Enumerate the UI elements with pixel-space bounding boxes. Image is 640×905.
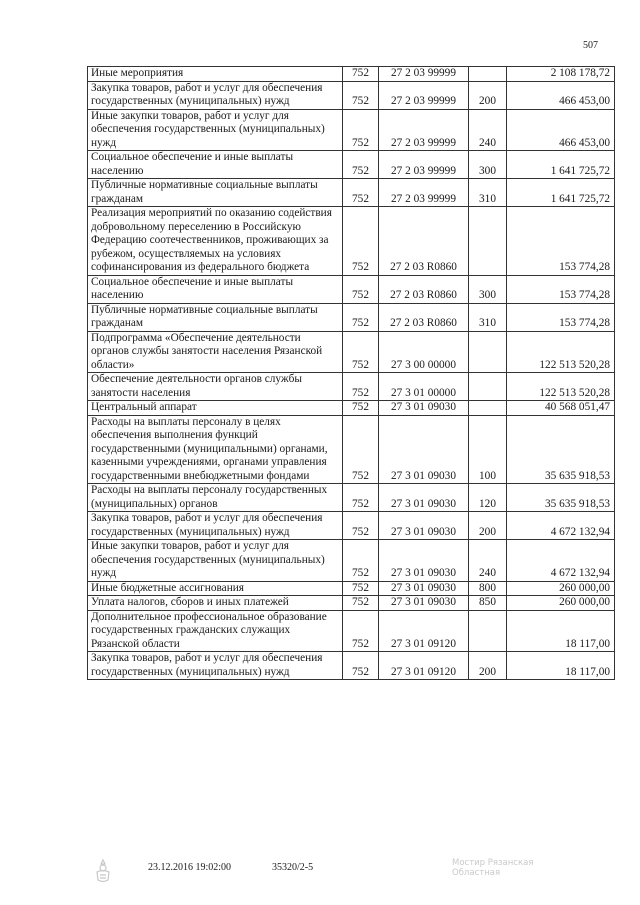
table-row (88, 484, 615, 512)
table-row (88, 540, 615, 582)
table-row (88, 401, 615, 416)
cell-csr: 27 3 01 09030 (379, 581, 469, 596)
cell-gr: 752 (343, 540, 379, 582)
table-row (88, 67, 615, 82)
cell-csr: 27 3 01 09030 (379, 512, 469, 540)
cell-name: Подпрограмма «Обеспечение деятельности органов службы занятости населения Рязанской области» (88, 331, 343, 373)
cell-name: Закупка товаров, работ и услуг для обеспечения государственных (муниципальных) нужд (88, 652, 343, 680)
cell-sum: 35 635 918,53 (507, 415, 615, 484)
cell-csr: 27 2 03 99999 (379, 81, 469, 109)
cell-gr: 752 (343, 303, 379, 331)
cell-csr: 27 2 03 99999 (379, 179, 469, 207)
cell-vr (469, 373, 507, 401)
cell-csr: 27 3 01 09030 (379, 415, 469, 484)
cell-sum: 153 774,28 (507, 303, 615, 331)
cell-sum: 466 453,00 (507, 109, 615, 151)
cell-sum: 18 117,00 (507, 610, 615, 652)
cell-sum: 35 635 918,53 (507, 484, 615, 512)
cell-sum: 1 641 725,72 (507, 151, 615, 179)
budget-table-body (88, 67, 615, 680)
cell-vr: 310 (469, 179, 507, 207)
cell-csr: 27 2 03 R0860 (379, 207, 469, 276)
footer-doc-id: 35320/2-5 (272, 862, 314, 873)
cell-sum: 40 568 051,47 (507, 401, 615, 416)
cell-csr: 27 2 03 99999 (379, 151, 469, 179)
table-row (88, 151, 615, 179)
cell-sum: 466 453,00 (507, 81, 615, 109)
cell-vr (469, 207, 507, 276)
watermark-line-2: Областная (452, 868, 501, 878)
cell-name: Дополнительное профессиональное образование государственных гражданских служащих Рязанской области (88, 610, 343, 652)
cell-vr: 200 (469, 512, 507, 540)
page-footer (0, 858, 640, 888)
table-row (88, 207, 615, 276)
cell-vr: 240 (469, 540, 507, 582)
cell-csr: 27 3 01 09030 (379, 596, 469, 611)
cell-vr: 300 (469, 275, 507, 303)
cell-gr: 752 (343, 484, 379, 512)
cell-vr: 100 (469, 415, 507, 484)
cell-sum: 260 000,00 (507, 581, 615, 596)
cell-sum: 122 513 520,28 (507, 373, 615, 401)
emblem-stamp-icon (93, 858, 113, 886)
cell-gr: 752 (343, 581, 379, 596)
table-row (88, 303, 615, 331)
cell-gr: 752 (343, 596, 379, 611)
cell-vr: 310 (469, 303, 507, 331)
cell-vr: 850 (469, 596, 507, 611)
table-row (88, 81, 615, 109)
table-row (88, 596, 615, 611)
cell-csr: 27 2 03 99999 (379, 109, 469, 151)
cell-name: Расходы на выплаты персоналу государственных (муниципальных) органов (88, 484, 343, 512)
cell-name: Уплата налогов, сборов и иных платежей (88, 596, 343, 611)
cell-name: Социальное обеспечение и иные выплаты населению (88, 275, 343, 303)
cell-vr (469, 401, 507, 416)
cell-gr: 752 (343, 275, 379, 303)
cell-vr (469, 331, 507, 373)
cell-name: Обеспечение деятельности органов службы занятости населения (88, 373, 343, 401)
cell-name: Центральный аппарат (88, 401, 343, 416)
cell-sum: 153 774,28 (507, 207, 615, 276)
cell-name: Закупка товаров, работ и услуг для обеспечения государственных (муниципальных) нужд (88, 81, 343, 109)
page-number: 507 (583, 40, 598, 51)
footer-datetime: 23.12.2016 19:02:00 (148, 862, 232, 873)
cell-name: Реализация мероприятий по оказанию содействия добровольному переселению в Российскую Федерацию соотечественников, проживающих за рубежом, осуществляемых на условиях софинансирования из федерального бюджета (88, 207, 343, 276)
table-row (88, 109, 615, 151)
table-row (88, 652, 615, 680)
cell-gr: 752 (343, 331, 379, 373)
cell-sum: 1 641 725,72 (507, 179, 615, 207)
cell-gr: 752 (343, 67, 379, 82)
cell-csr: 27 3 01 09030 (379, 540, 469, 582)
cell-gr: 752 (343, 81, 379, 109)
cell-sum: 153 774,28 (507, 275, 615, 303)
budget-table (87, 66, 615, 680)
cell-sum: 4 672 132,94 (507, 540, 615, 582)
cell-csr: 27 2 03 R0860 (379, 303, 469, 331)
cell-name: Иные бюджетные ассигнования (88, 581, 343, 596)
cell-name: Иные закупки товаров, работ и услуг для обеспечения государственных (муниципальных) нужд (88, 540, 343, 582)
cell-csr: 27 3 00 00000 (379, 331, 469, 373)
cell-vr: 300 (469, 151, 507, 179)
cell-name: Иные мероприятия (88, 67, 343, 82)
cell-sum: 18 117,00 (507, 652, 615, 680)
table-row (88, 275, 615, 303)
cell-name: Расходы на выплаты персоналу в целях обеспечения выполнения функций государственными (муниципальными) органами, казенными учреждениями, органами управления государственными внебюджетными фондами (88, 415, 343, 484)
cell-csr: 27 2 03 99999 (379, 67, 469, 82)
cell-name: Иные закупки товаров, работ и услуг для обеспечения государственных (муниципальных) нужд (88, 109, 343, 151)
cell-csr: 27 3 01 09120 (379, 610, 469, 652)
cell-sum: 4 672 132,94 (507, 512, 615, 540)
cell-vr (469, 610, 507, 652)
cell-gr: 752 (343, 373, 379, 401)
cell-csr: 27 2 03 R0860 (379, 275, 469, 303)
table-row (88, 415, 615, 484)
cell-sum: 260 000,00 (507, 596, 615, 611)
table-row (88, 179, 615, 207)
cell-gr: 752 (343, 109, 379, 151)
cell-name: Закупка товаров, работ и услуг для обеспечения государственных (муниципальных) нужд (88, 512, 343, 540)
table-row (88, 610, 615, 652)
cell-vr: 120 (469, 484, 507, 512)
cell-name: Публичные нормативные социальные выплаты гражданам (88, 179, 343, 207)
cell-sum: 2 108 178,72 (507, 67, 615, 82)
table-row (88, 512, 615, 540)
cell-csr: 27 3 01 09120 (379, 652, 469, 680)
cell-gr: 752 (343, 512, 379, 540)
cell-vr: 200 (469, 81, 507, 109)
watermark-line-1: Мостир Рязанская (452, 858, 534, 868)
cell-gr: 752 (343, 610, 379, 652)
cell-csr: 27 3 01 00000 (379, 373, 469, 401)
cell-csr: 27 3 01 09030 (379, 401, 469, 416)
cell-vr: 800 (469, 581, 507, 596)
cell-sum: 122 513 520,28 (507, 331, 615, 373)
table-row (88, 373, 615, 401)
cell-gr: 752 (343, 415, 379, 484)
cell-gr: 752 (343, 151, 379, 179)
cell-gr: 752 (343, 401, 379, 416)
footer-watermark (452, 858, 533, 878)
cell-vr: 200 (469, 652, 507, 680)
table-row (88, 331, 615, 373)
cell-name: Социальное обеспечение и иные выплаты населению (88, 151, 343, 179)
cell-name: Публичные нормативные социальные выплаты гражданам (88, 303, 343, 331)
cell-gr: 752 (343, 207, 379, 276)
cell-vr: 240 (469, 109, 507, 151)
cell-gr: 752 (343, 652, 379, 680)
cell-gr: 752 (343, 179, 379, 207)
table-row (88, 581, 615, 596)
cell-csr: 27 3 01 09030 (379, 484, 469, 512)
cell-vr (469, 67, 507, 82)
